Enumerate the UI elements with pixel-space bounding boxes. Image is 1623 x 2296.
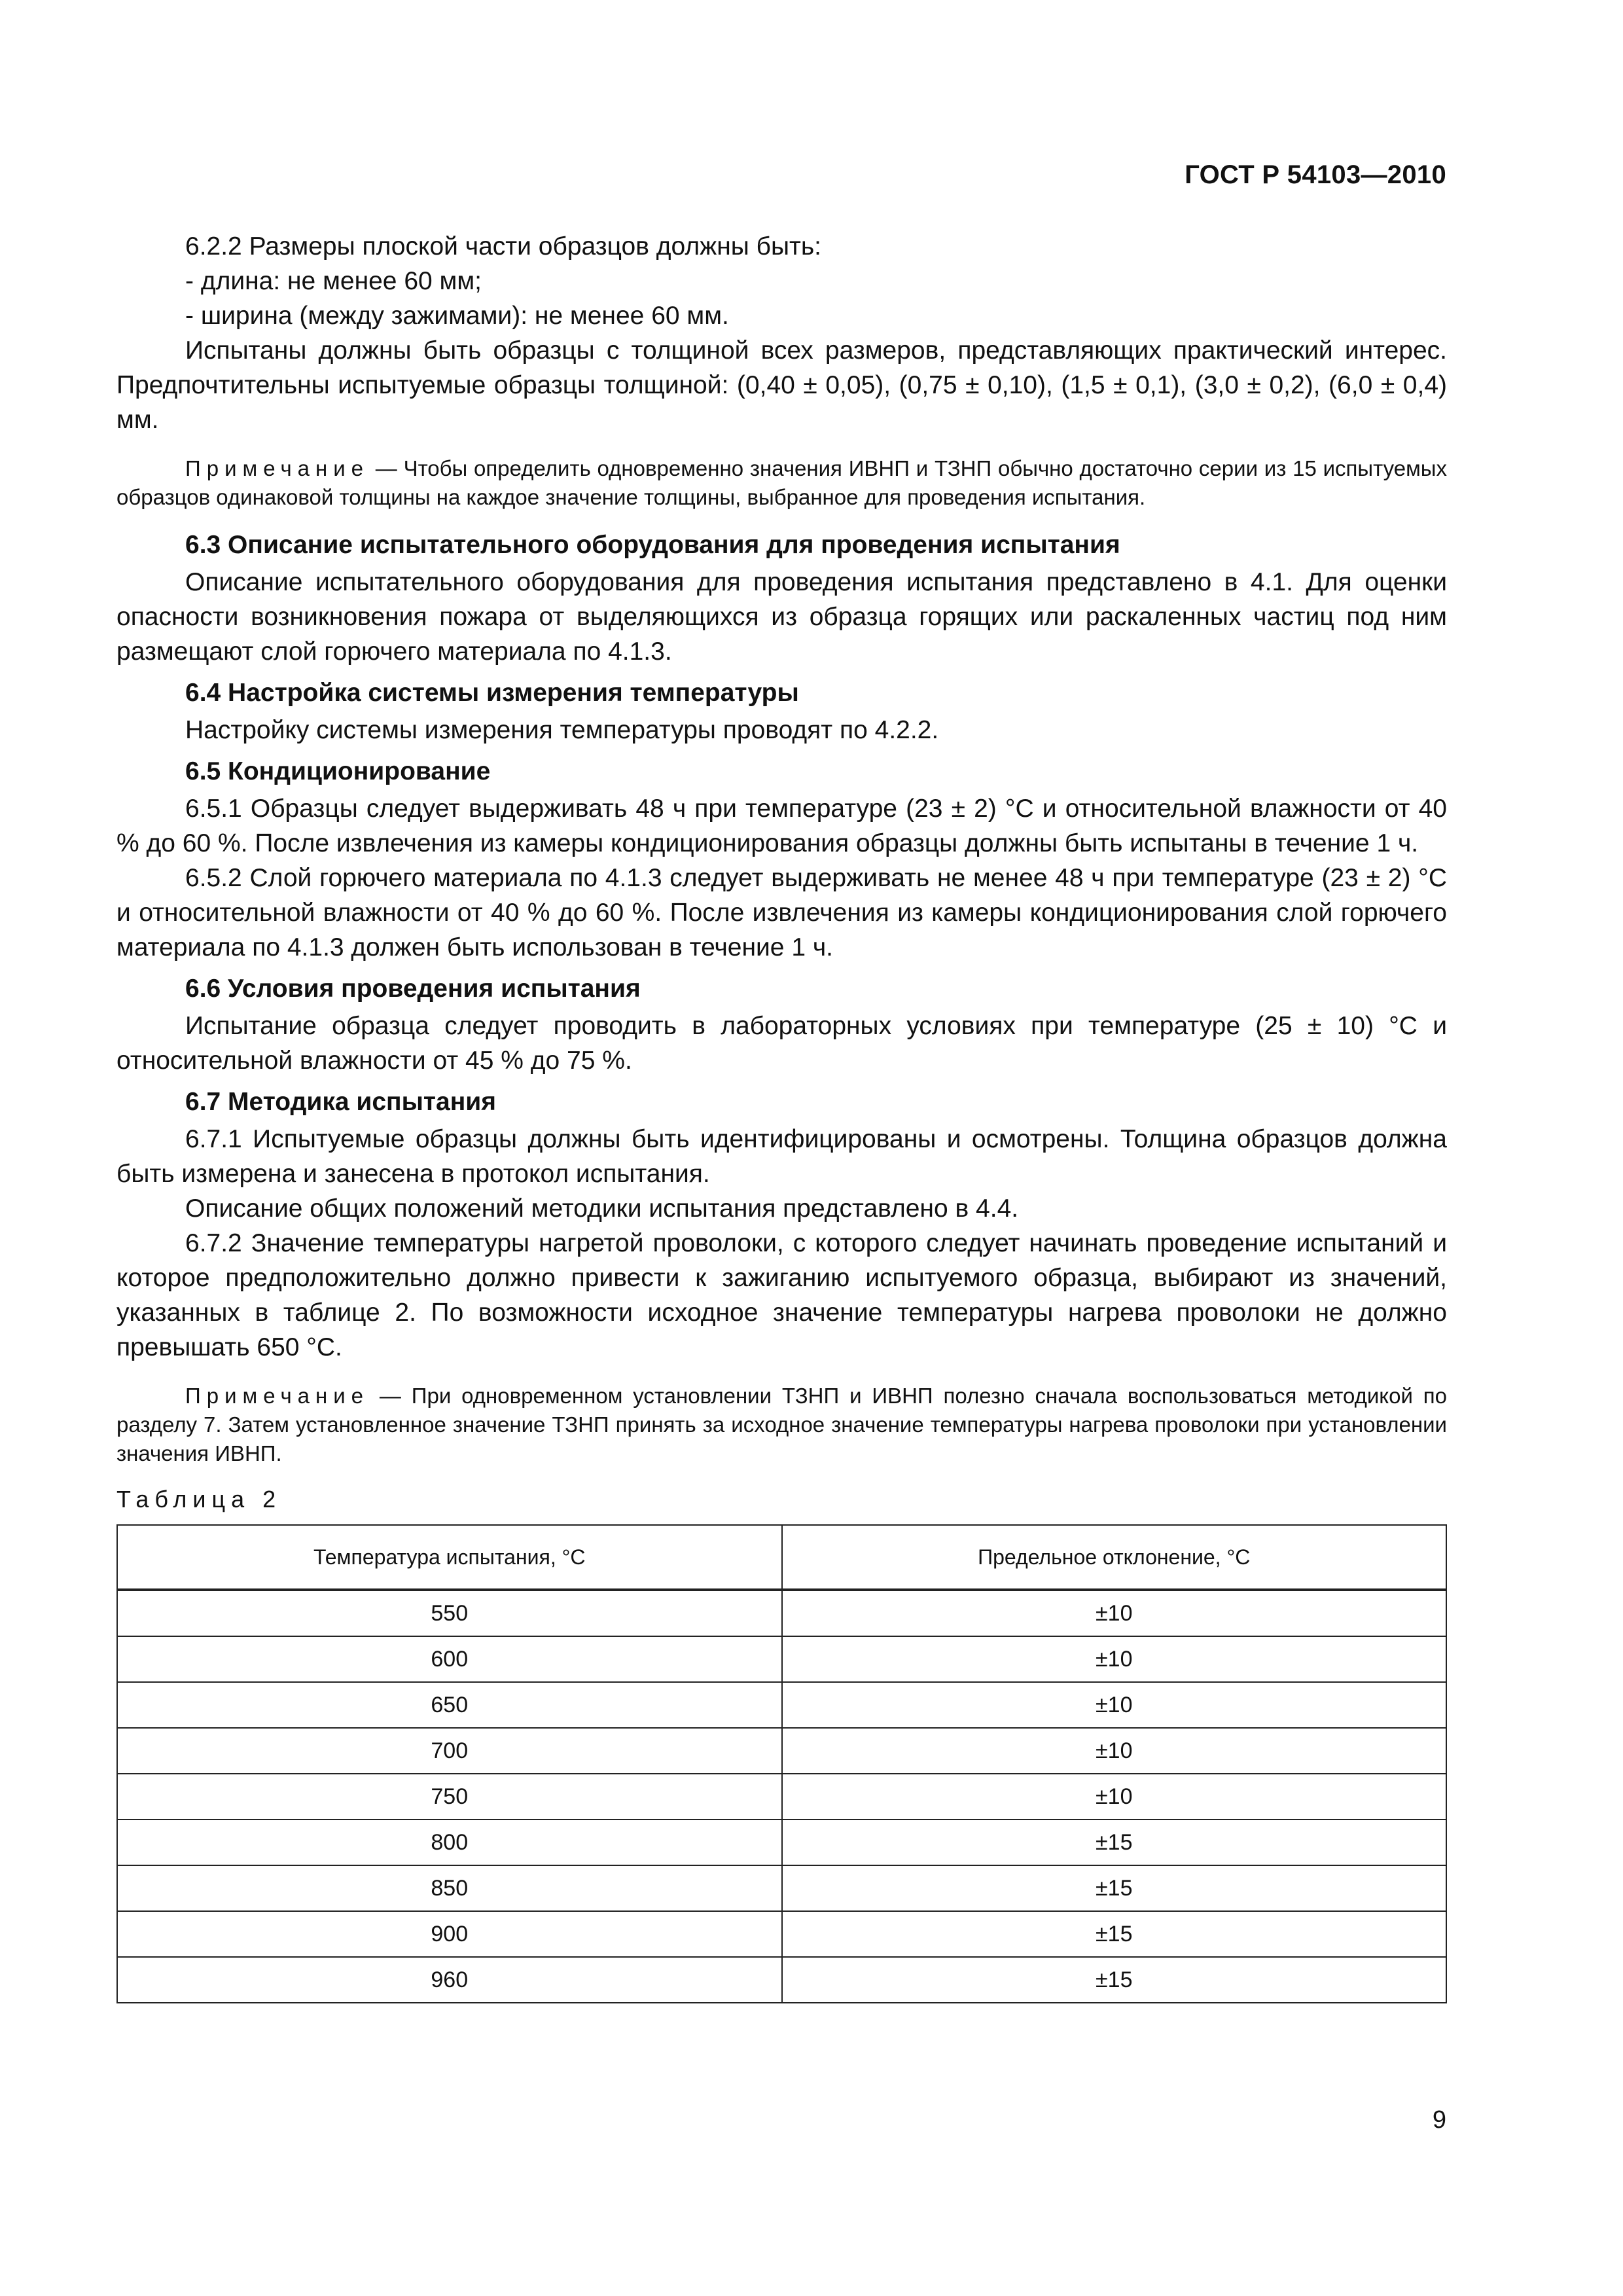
note-text: — При одновременном установлении ТЗНП и ИВНП полезно сначала воспользоваться методикой по разделу 7. Затем установленное значение ТЗНП принять за исходное значение температуры нагрева проволоки при установлении значения ИВНП. bbox=[116, 1384, 1447, 1465]
column-header-temperature: Температура испытания, °С bbox=[117, 1525, 782, 1590]
cell-temperature: 750 bbox=[117, 1774, 782, 1820]
table-row bbox=[117, 1682, 1446, 1728]
cell-deviation: ±15 bbox=[782, 1865, 1447, 1911]
heading-6-5: 6.5 Кондиционирование bbox=[185, 757, 491, 785]
note-6-7-2 bbox=[116, 1382, 1447, 1468]
cell-temperature: 800 bbox=[117, 1820, 782, 1865]
note-label: Примечание bbox=[185, 1384, 370, 1408]
cell-temperature: 700 bbox=[117, 1728, 782, 1774]
cell-deviation: ±10 bbox=[782, 1774, 1447, 1820]
section-6-5-1: 6.5.1 Образцы следует выдерживать 48 ч при температуре (23 ± 2) °С и относительной влажности от 40 % до 60 %. После извлечения из камеры кондиционирования образцы должны быть испытаны в течение 1 ч. bbox=[116, 795, 1447, 857]
table-row bbox=[117, 1957, 1446, 2003]
cell-deviation: ±15 bbox=[782, 1957, 1447, 2003]
table-header-row bbox=[117, 1525, 1446, 1590]
section-6-7-2: 6.7.2 Значение температуры нагретой проволоки, с которого следует начинать проведение испытаний и которое предположительно должно привести к зажиганию испытуемого образца, выбирают из значений, указанных в таблице 2. По возможности исходное значение температуры нагрева проволоки не должно превышать 650 °С. bbox=[116, 1229, 1447, 1361]
cell-temperature: 600 bbox=[117, 1636, 782, 1682]
table-row bbox=[117, 1865, 1446, 1911]
page-content bbox=[116, 229, 1447, 2003]
note-label: Примечание bbox=[185, 456, 370, 480]
table-row bbox=[117, 1774, 1446, 1820]
page-number: 9 bbox=[1432, 2106, 1446, 2134]
cell-temperature: 900 bbox=[117, 1911, 782, 1957]
cell-temperature: 850 bbox=[117, 1865, 782, 1911]
section-6-3-text: Описание испытательного оборудования для проведения испытания представлено в 4.1. Для оценки опасности возникновения пожара от выделяющихся из образца горящих или раскаленных частиц под ним размещают слой горючего материала по 4.1.3. bbox=[116, 568, 1447, 666]
note-text: — Чтобы определить одновременно значения ИВНП и ТЗНП обычно достаточно серии из 15 испытуемых образцов одинаковой толщины на каждое значение толщины, выбранное для проведения испытания. bbox=[116, 456, 1447, 509]
cell-deviation: ±10 bbox=[782, 1728, 1447, 1774]
table-row bbox=[117, 1636, 1446, 1682]
cell-deviation: ±10 bbox=[782, 1590, 1447, 1636]
note-6-2-2 bbox=[116, 454, 1447, 512]
cell-temperature: 650 bbox=[117, 1682, 782, 1728]
section-6-7-1: 6.7.1 Испытуемые образцы должны быть идентифицированы и осмотрены. Толщина образцов должна быть измерена и занесена в протокол испытания. bbox=[116, 1125, 1447, 1188]
heading-6-4: 6.4 Настройка системы измерения температуры bbox=[185, 679, 799, 707]
heading-6-7: 6.7 Методика испытания bbox=[185, 1088, 496, 1116]
temperature-table bbox=[116, 1524, 1447, 2003]
column-header-deviation: Предельное отклонение, °С bbox=[782, 1525, 1447, 1590]
section-6-6-text: Испытание образца следует проводить в лабораторных условиях при температуре (25 ± 10) °С и относительной влажности от 45 % до 75 %. bbox=[116, 1012, 1447, 1075]
cell-deviation: ±15 bbox=[782, 1820, 1447, 1865]
cell-deviation: ±10 bbox=[782, 1682, 1447, 1728]
heading-6-6: 6.6 Условия проведения испытания bbox=[185, 975, 641, 1003]
section-6-2-2-paragraph: Испытаны должны быть образцы с толщиной всех размеров, представляющих практический интерес. Предпочтительны испытуемые образцы толщиной: (0,40 ± 0,05), (0,75 ± 0,10), (1,5 ± 0,1), (3,0 ± 0,2), (6,0 ± 0,4) мм. bbox=[116, 336, 1447, 434]
heading-6-3: 6.3 Описание испытательного оборудования для проведения испытания bbox=[185, 531, 1120, 559]
table-row bbox=[117, 1820, 1446, 1865]
cell-deviation: ±10 bbox=[782, 1636, 1447, 1682]
table-caption: Таблица 2 bbox=[116, 1486, 282, 1513]
cell-temperature: 960 bbox=[117, 1957, 782, 2003]
list-item-length: - длина: не менее 60 мм; bbox=[185, 267, 482, 295]
list-item-width: - ширина (между зажимами): не менее 60 мм. bbox=[185, 302, 729, 330]
table-row bbox=[117, 1590, 1446, 1636]
document-id: ГОСТ Р 54103—2010 bbox=[1185, 160, 1446, 189]
section-6-2-2-intro: 6.2.2 Размеры плоской части образцов должны быть: bbox=[185, 232, 822, 260]
section-6-4-text: Настройку системы измерения температуры проводят по 4.2.2. bbox=[185, 716, 939, 744]
table-row bbox=[117, 1911, 1446, 1957]
table-row bbox=[117, 1728, 1446, 1774]
section-6-5-2: 6.5.2 Слой горючего материала по 4.1.3 следует выдерживать не менее 48 ч при температуре (23 ± 2) °С и относительной влажности от 40 % до 60 %. После извлечения из камеры кондиционирования слой горючего материала по 4.1.3 должен быть использован в течение 1 ч. bbox=[116, 864, 1447, 961]
cell-temperature: 550 bbox=[117, 1590, 782, 1636]
section-6-7-general: Описание общих положений методики испытания представлено в 4.4. bbox=[185, 1194, 1019, 1223]
cell-deviation: ±15 bbox=[782, 1911, 1447, 1957]
